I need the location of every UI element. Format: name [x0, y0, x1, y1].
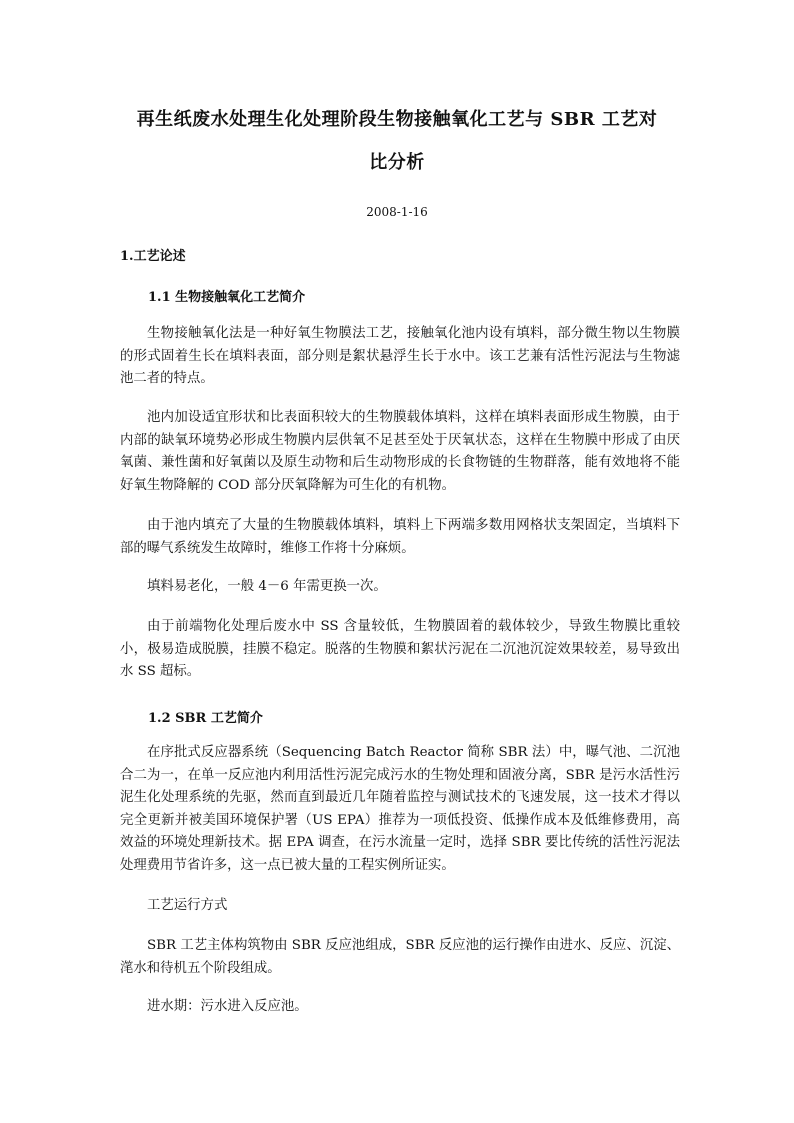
- paragraph-5: 由于前端物化处理后废水中 SS 含量较低，生物膜固着的载体较少，导致生物膜比重较小，极易造成脱膜，挂膜不稳定。脱落的生物膜和絮状污泥在二沉池沉淀效果较差，易导致出水 SS 超标。: [120, 619, 680, 679]
- paragraph-3: 由于池内填充了大量的生物膜载体填料，填料上下两端多数用网格状支架固定，当填料下部的曝气系统发生故障时，维修工作将十分麻烦。: [120, 518, 680, 556]
- document-date: 2008-1-16: [366, 205, 428, 219]
- paragraph-8: SBR 工艺主体构筑物由 SBR 反应池组成，SBR 反应池的运行操作由进水、反应、沉淀、滗水和待机五个阶段组成。: [120, 938, 680, 976]
- paragraph-7: 工艺运行方式: [147, 898, 228, 913]
- paragraph-4: 填料易老化，一般 4－6 年需更换一次。: [147, 579, 387, 594]
- section-heading-1: 1.工艺论述: [120, 249, 186, 264]
- document-title-line2: 比分析: [369, 152, 425, 173]
- paragraph-9: 进水期：污水进入反应池。: [147, 999, 308, 1014]
- document-title-line1: 再生纸废水处理生化处理阶段生物接触氧化工艺与 SBR 工艺对: [136, 109, 658, 130]
- section-heading-1-1: 1.1 生物接触氧化工艺简介: [148, 290, 306, 305]
- paragraph-6: 在序批式反应器系统（Sequencing Batch Reactor 简称 SBR 法）中，曝气池、二沉池合二为一，在单一反应池内利用活性污泥完成污水的生物处理和固液分离，SBR 是污水活性污泥生化处理系统的先驱，然而直到最近几年随着监控与测试技术的飞速发展，这一技术才得以完全更新并被美国环境保护署（US EPA）推荐为一项低投资、低操作成本及低维修费用，高效益的环境处理新技术。据 EPA 调查，在污水流量一定时，选择 SBR 要比传统的活性污泥法处理费用节省许多，这一点已被大量的工程实例所证实。: [120, 745, 680, 873]
- paragraph-2: 池内加设适宜形状和比表面积较大的生物膜载体填料，这样在填料表面形成生物膜，由于内部的缺氧环境势必形成生物膜内层供氧不足甚至处于厌氧状态，这样在生物膜中形成了由厌氧菌、兼性菌和好氧菌以及原生动物和后生动物形成的长食物链的生物群落，能有效地将不能好氧生物降解的 COD 部分厌氧降解为可生化的有机物。: [120, 410, 680, 493]
- paragraph-1: 生物接触氧化法是一种好氧生物膜法工艺，接触氧化池内设有填料，部分微生物以生物膜的形式固着生长在填料表面，部分则是絮状悬浮生长于水中。该工艺兼有活性污泥法与生物滤池二者的特点。: [120, 326, 680, 386]
- section-heading-1-2: 1.2 SBR 工艺简介: [148, 711, 263, 726]
